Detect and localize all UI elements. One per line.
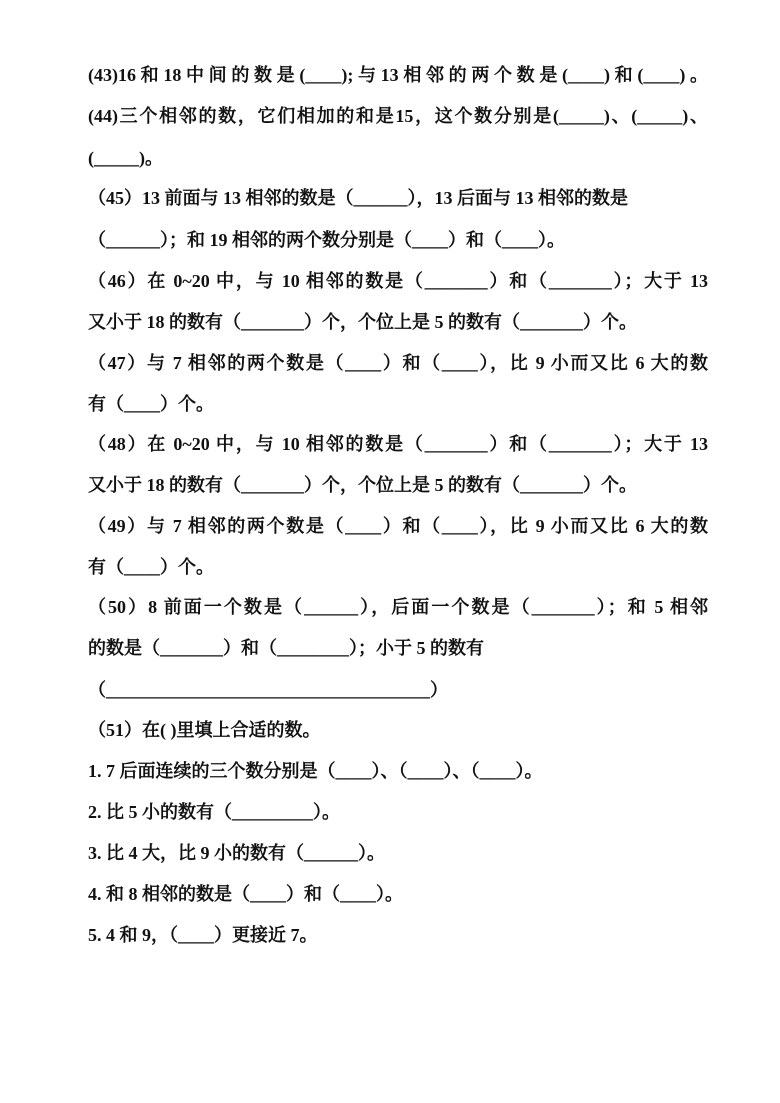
question-line: (43)16和18中间的数是(____);与13相邻的两个数是(____)和(____)。 <box>88 65 708 85</box>
question-line: 有（____）个。 <box>88 557 214 577</box>
question-line: (_____)。 <box>88 148 163 168</box>
question-line: （____________________________________） <box>88 680 448 700</box>
question-line: 1. 7 后面连续的三个数分别是（____）、（____）、（____）。 <box>88 761 543 781</box>
question-line: （______）；和 19 相邻的两个数分别是（____）和（____）。 <box>88 230 565 250</box>
question-line: 又小于 18 的数有（_______）个，个位上是 5 的数有（_______）个。 <box>88 475 637 495</box>
question-line: 有（____）个。 <box>88 394 214 414</box>
question-line: 4. 和 8 相邻的数是（____）和（____）。 <box>88 884 403 904</box>
question-line: 的数是（_______）和（________）；小于 5 的数有 <box>88 638 484 658</box>
question-line: （51）在( )里填上合适的数。 <box>88 720 321 740</box>
question-line: 3. 比 4 大，比 9 小的数有（______）。 <box>88 843 385 863</box>
question-line: （47）与 7 相邻的两个数是（____）和（____），比 9 小而又比 6 大的数 <box>88 353 708 373</box>
question-line: 5. 4 和 9，（____）更接近 7。 <box>88 925 318 945</box>
question-line: 又小于 18 的数有（_______）个，个位上是 5 的数有（_______）个。 <box>88 312 637 332</box>
question-line: (44)三个相邻的数，它们相加的和是15，这个数分别是(_____)、(_____)、 <box>88 106 708 126</box>
question-line: （49）与 7 相邻的两个数是（____）和（____），比 9 小而又比 6 大的数 <box>88 516 708 536</box>
question-line: （50）8 前面一个数是（______），后面一个数是（_______）；和 5 相邻 <box>88 597 708 617</box>
question-line: （48）在 0~20 中，与 10 相邻的数是（_______）和（_______）；大于 13 <box>88 434 708 454</box>
question-line: （45）13 前面与 13 相邻的数是（______），13 后面与 13 相邻的数是 <box>88 188 628 208</box>
question-line: 2. 比 5 小的数有（_________）。 <box>88 802 340 822</box>
question-line: （46）在 0~20 中，与 10 相邻的数是（_______）和（_______）；大于 13 <box>88 271 708 291</box>
